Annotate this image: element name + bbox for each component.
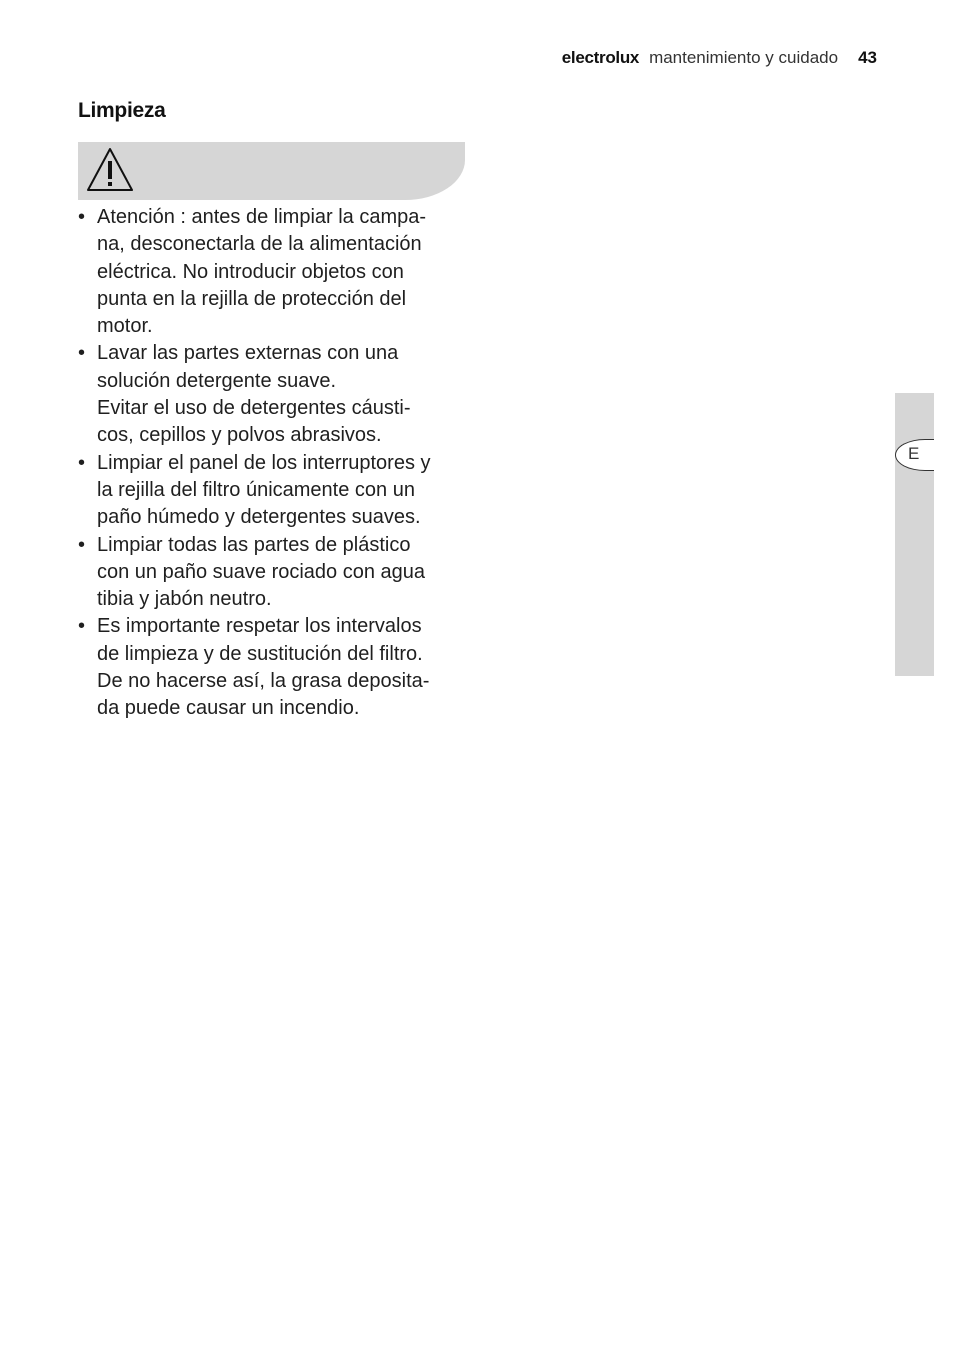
list-item-line: • Lavar las partes externas con una	[97, 342, 399, 365]
list-item-line: de limpieza y de sustitución del filtro.	[97, 642, 423, 665]
language-tab-label: E	[908, 444, 920, 463]
section-name: mantenimiento y cuidado	[649, 48, 839, 67]
list-item-line: paño húmedo y detergentes suaves.	[97, 506, 421, 529]
list-item-line: • Atención : antes de limpiar la campa-	[97, 206, 427, 228]
list-item-line: • Es importante respetar los intervalos	[97, 615, 422, 638]
page-number: 43	[858, 48, 877, 67]
list-item-line: Evitar el uso de detergentes cáusti-	[97, 397, 411, 420]
list-item	[78, 340, 478, 449]
list-item-line: la rejilla del filtro únicamente con un	[97, 478, 415, 501]
brand-logo-text: electrolux	[561, 48, 640, 67]
list-item-line: • Limpiar el panel de los interruptores y	[97, 451, 431, 474]
list-item	[78, 532, 478, 614]
list-item	[78, 450, 478, 532]
warning-triangle-icon	[85, 146, 135, 194]
warning-banner	[78, 142, 465, 200]
list-item-line: De no hacerse así, la grasa deposita-	[97, 670, 430, 693]
list-item-line: solución detergente suave.	[97, 369, 337, 392]
list-item-line: • Limpiar todas las partes de plástico	[97, 533, 411, 556]
section-title: Limpieza	[78, 99, 166, 122]
list-item-line: punta en la rejilla de protección del	[97, 287, 407, 310]
list-item-line: motor.	[97, 315, 153, 338]
list-item-line: cos, cepillos y polvos abrasivos.	[97, 424, 382, 447]
list-item	[78, 204, 478, 340]
list-item-line: eléctrica. No introducir objetos con	[97, 260, 404, 283]
list-item-line: con un paño suave rociado con agua	[97, 560, 426, 583]
language-tab-label-holder	[895, 439, 934, 471]
list-item-line: tibia y jabón neutro.	[97, 588, 272, 611]
language-side-tab	[895, 393, 934, 676]
running-header	[562, 48, 877, 68]
list-item-line: na, desconectarla de la alimentación	[97, 233, 422, 256]
list-item-line: da puede causar un incendio.	[97, 697, 360, 720]
list-item	[78, 613, 478, 722]
cleaning-instructions-list	[78, 204, 478, 723]
